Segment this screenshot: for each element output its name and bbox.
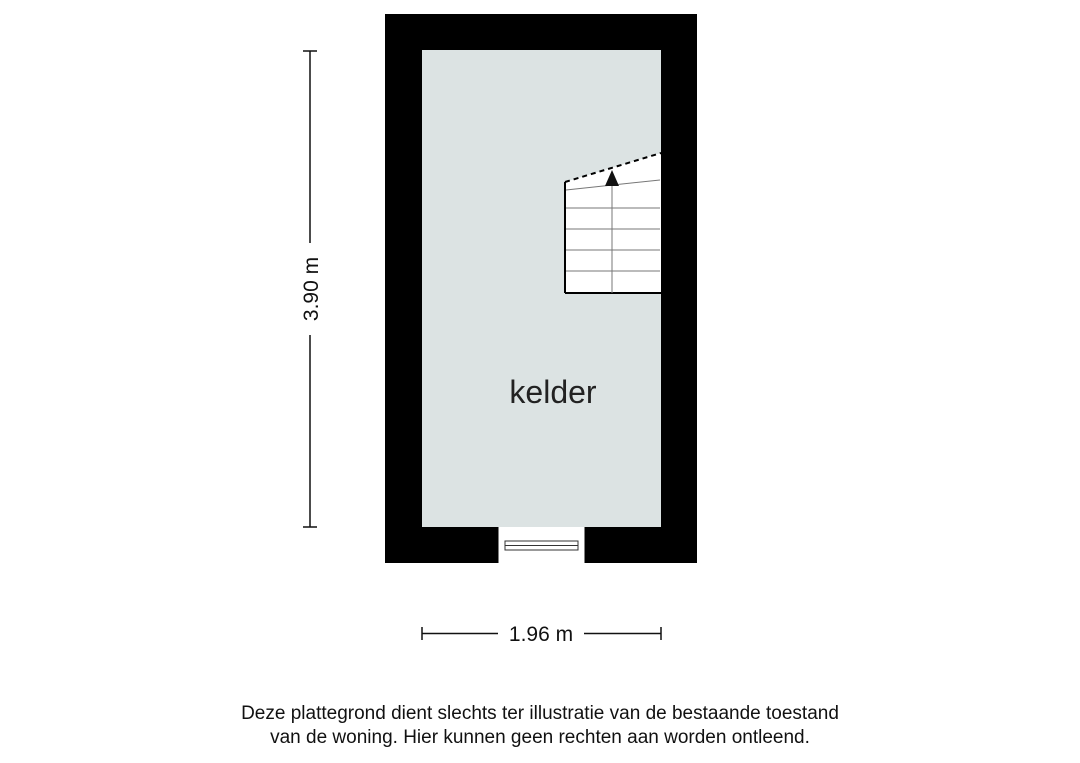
disclaimer (0, 702, 1080, 750)
height-dimension-label: 3.90 m (300, 256, 323, 322)
door-opening (498, 527, 585, 563)
width-dimension (422, 623, 661, 646)
height-dimension (300, 51, 323, 527)
disclaimer-line-2: van de woning. Hier kunnen geen rechten aan worden ontleend. (270, 727, 810, 748)
disclaimer-line-1: Deze plattegrond dient slechts ter illustratie van de bestaande toestand (241, 703, 839, 724)
width-dimension-label: 1.96 m (508, 623, 574, 646)
room-label: kelder (509, 374, 597, 410)
